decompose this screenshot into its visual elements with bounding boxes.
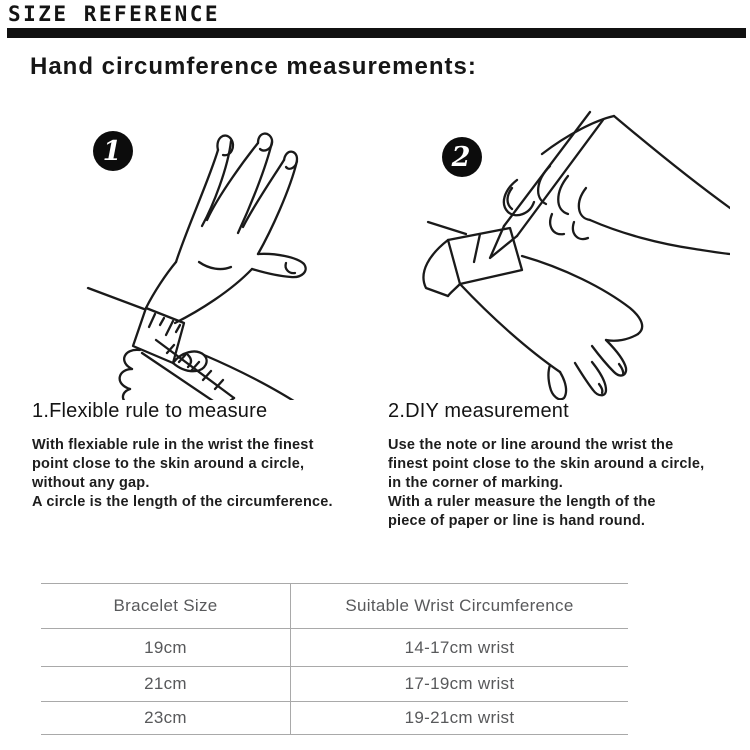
section-flexible-rule [32, 400, 377, 512]
step-2-number: 2 [451, 141, 471, 173]
section-2-title: 2.DIY measurement [388, 400, 569, 422]
section-1-title: 1.Flexible rule to measure [32, 400, 268, 422]
section-diy-measurement [388, 400, 738, 531]
section-2-line: Use the note or line around the wrist the [388, 437, 674, 453]
step-2-badge [442, 137, 482, 177]
figure-flexible-rule [60, 110, 360, 400]
bracelet-size-cell: 19cm [41, 629, 291, 666]
title-underline-bar [7, 28, 746, 38]
section-2-line: in the corner of marking. [388, 475, 563, 491]
size-table-header-row [41, 583, 628, 629]
section-1-line: without any gap. [32, 475, 150, 491]
table-row [41, 702, 628, 735]
step-1-number: 1 [102, 135, 122, 167]
size-reference-title: SIZE REFERENCE [8, 2, 221, 26]
wrist-circumference-cell: 19-21cm wrist [404, 708, 515, 727]
section-1-line: A circle is the length of the circumference. [32, 494, 333, 510]
bracelet-size-cell: 21cm [41, 667, 291, 701]
figure-diy-measurement [400, 110, 730, 400]
wrist-circumference-cell: 17-19cm wrist [404, 674, 515, 693]
section-2-line: piece of paper or line is hand round. [388, 513, 646, 529]
section-1-body [32, 436, 377, 512]
page-title: Hand circumference measurements: [30, 53, 477, 80]
step-1-badge [93, 131, 133, 171]
table-row [41, 667, 628, 702]
section-1-line: With flexiable rule in the wrist the finest [32, 437, 314, 453]
section-2-line: With a ruler measure the length of the [388, 494, 656, 510]
bracelet-size-cell: 23cm [41, 702, 291, 734]
size-table [41, 583, 628, 735]
section-2-line: finest point close to the skin around a circle, [388, 456, 705, 472]
table-header-wrist-circumference: Suitable Wrist Circumference [345, 596, 574, 615]
section-1-line: point close to the skin around a circle, [32, 456, 305, 472]
table-row [41, 629, 628, 667]
section-2-body [388, 436, 738, 531]
table-header-bracelet-size: Bracelet Size [41, 584, 291, 628]
wrist-circumference-cell: 14-17cm wrist [404, 637, 515, 657]
